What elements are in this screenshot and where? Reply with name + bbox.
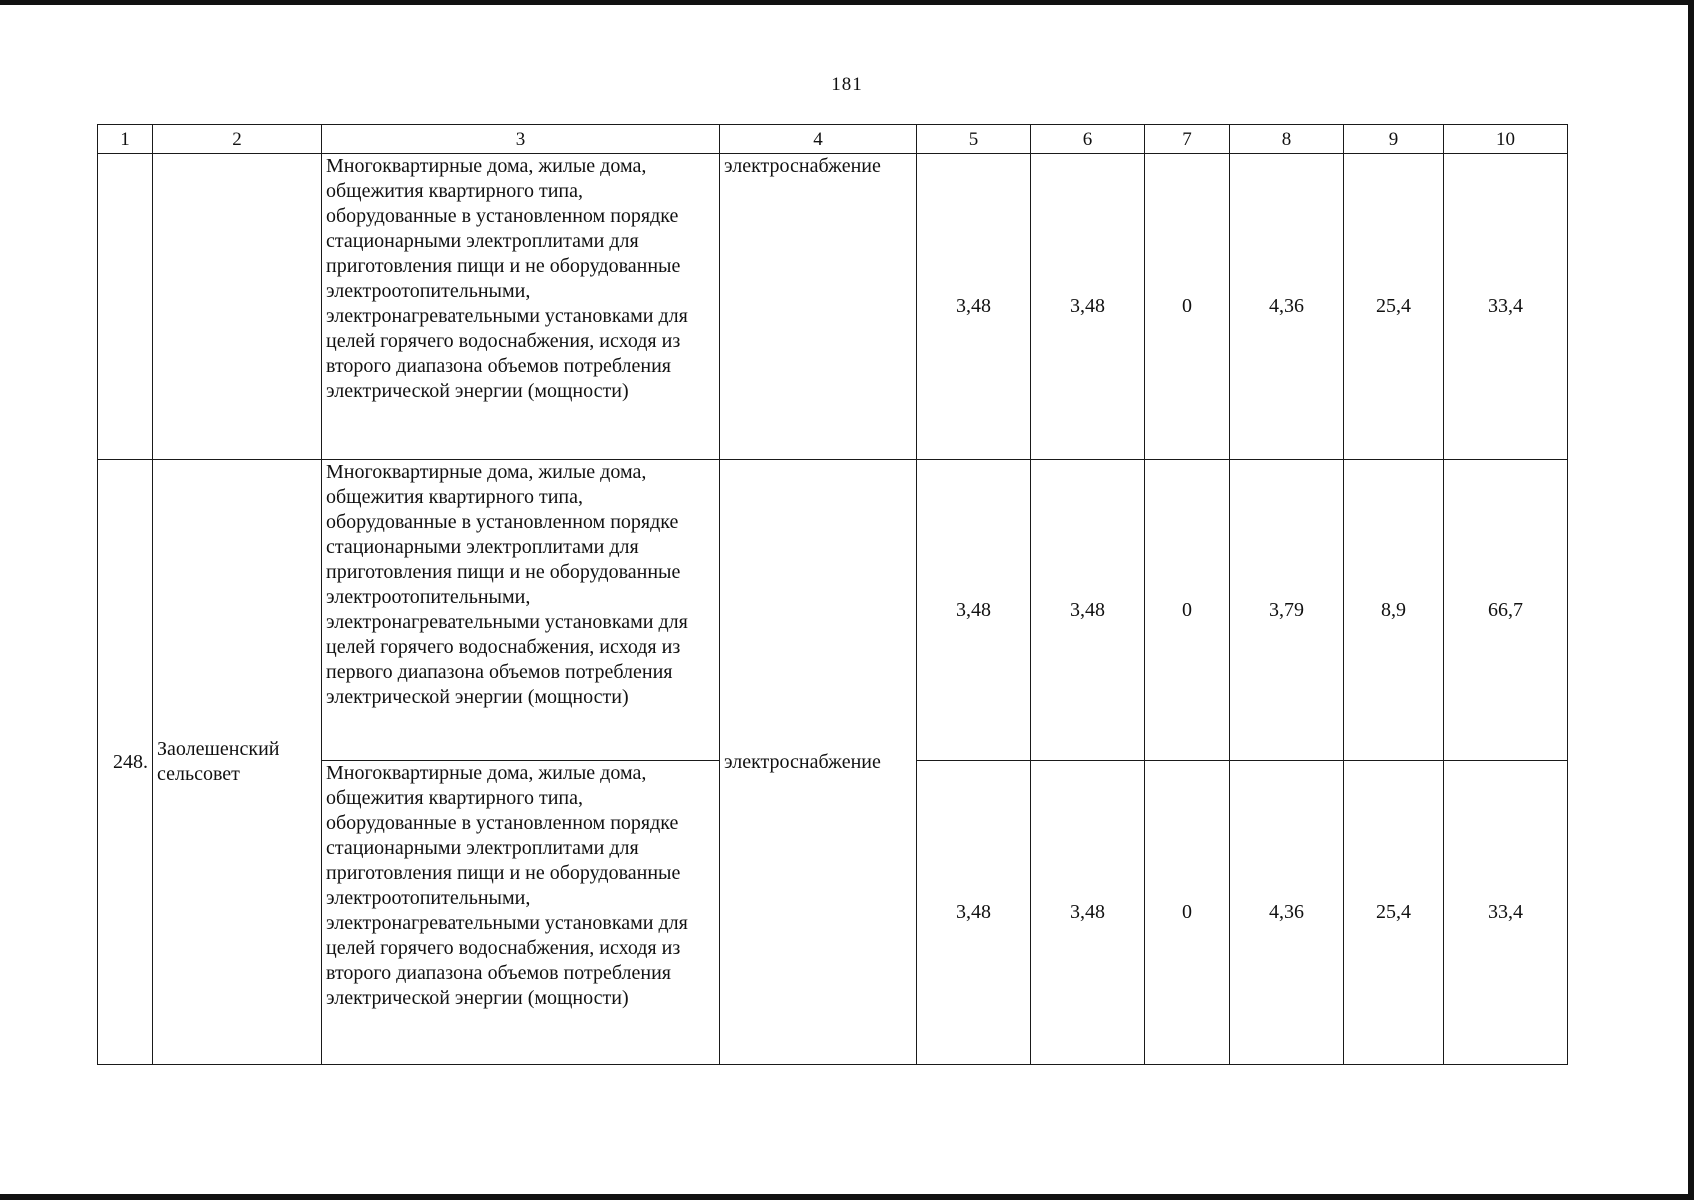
value-cell-7: 0	[1145, 154, 1230, 460]
value-cell-6: 3,48	[1031, 154, 1145, 460]
column-header: 2	[153, 125, 322, 154]
page-number: 181	[831, 74, 863, 95]
value-cell-7: 0	[1145, 460, 1230, 761]
utility-type-cell: электроснабжение	[720, 154, 917, 460]
municipality-cell: Заолешенский сельсовет	[153, 460, 322, 1065]
value-cell-9: 25,4	[1344, 761, 1444, 1065]
column-header: 9	[1344, 125, 1444, 154]
housing-description-cell: Многоквартирные дома, жилые дома, общежития квартирного типа, оборудованные в установленном порядке стационарными электроплитами для приготовления пищи и не оборудованные электроотопительными, электронагревательными установками для целей горячего водоснабжения, исходя из второго диапазона объемов потребления электрической энергии (мощности)	[322, 761, 720, 1065]
column-header: 4	[720, 125, 917, 154]
value-cell-7: 0	[1145, 761, 1230, 1065]
municipality-cell	[153, 154, 322, 460]
value-cell-5: 3,48	[917, 460, 1031, 761]
value-cell-9: 25,4	[1344, 154, 1444, 460]
column-header: 8	[1230, 125, 1344, 154]
table-row	[98, 460, 1568, 761]
value-cell-5: 3,48	[917, 154, 1031, 460]
utility-type-cell: электроснабжение	[720, 460, 917, 1065]
tariff-norms-table	[97, 124, 1568, 1065]
value-cell-6: 3,48	[1031, 761, 1145, 1065]
column-header: 10	[1444, 125, 1568, 154]
column-header: 6	[1031, 125, 1145, 154]
column-header: 1	[98, 125, 153, 154]
value-cell-5: 3,48	[917, 761, 1031, 1065]
value-cell-8: 3,79	[1230, 460, 1344, 761]
row-number-cell: 248.	[98, 460, 153, 1065]
table-header-row	[98, 125, 1568, 154]
value-cell-8: 4,36	[1230, 761, 1344, 1065]
value-cell-6: 3,48	[1031, 460, 1145, 761]
column-header: 7	[1145, 125, 1230, 154]
scan-border-top	[0, 0, 1694, 5]
housing-description-cell: Многоквартирные дома, жилые дома, общежития квартирного типа, оборудованные в установленном порядке стационарными электроплитами для приготовления пищи и не оборудованные электроотопительными, электронагревательными установками для целей горячего водоснабжения, исходя из первого диапазона объемов потребления электрической энергии (мощности)	[322, 460, 720, 761]
scan-border-bottom	[0, 1194, 1694, 1200]
value-cell-10: 33,4	[1444, 154, 1568, 460]
value-cell-10: 33,4	[1444, 761, 1568, 1065]
table-row	[98, 154, 1568, 460]
column-header: 5	[917, 125, 1031, 154]
value-cell-8: 4,36	[1230, 154, 1344, 460]
column-header: 3	[322, 125, 720, 154]
scan-border-right	[1688, 0, 1694, 1200]
housing-description-cell: Многоквартирные дома, жилые дома, общежития квартирного типа, оборудованные в установленном порядке стационарными электроплитами для приготовления пищи и не оборудованные электроотопительными, электронагревательными установками для целей горячего водоснабжения, исходя из второго диапазона объемов потребления электрической энергии (мощности)	[322, 154, 720, 460]
row-number-cell	[98, 154, 153, 460]
value-cell-9: 8,9	[1344, 460, 1444, 761]
value-cell-10: 66,7	[1444, 460, 1568, 761]
